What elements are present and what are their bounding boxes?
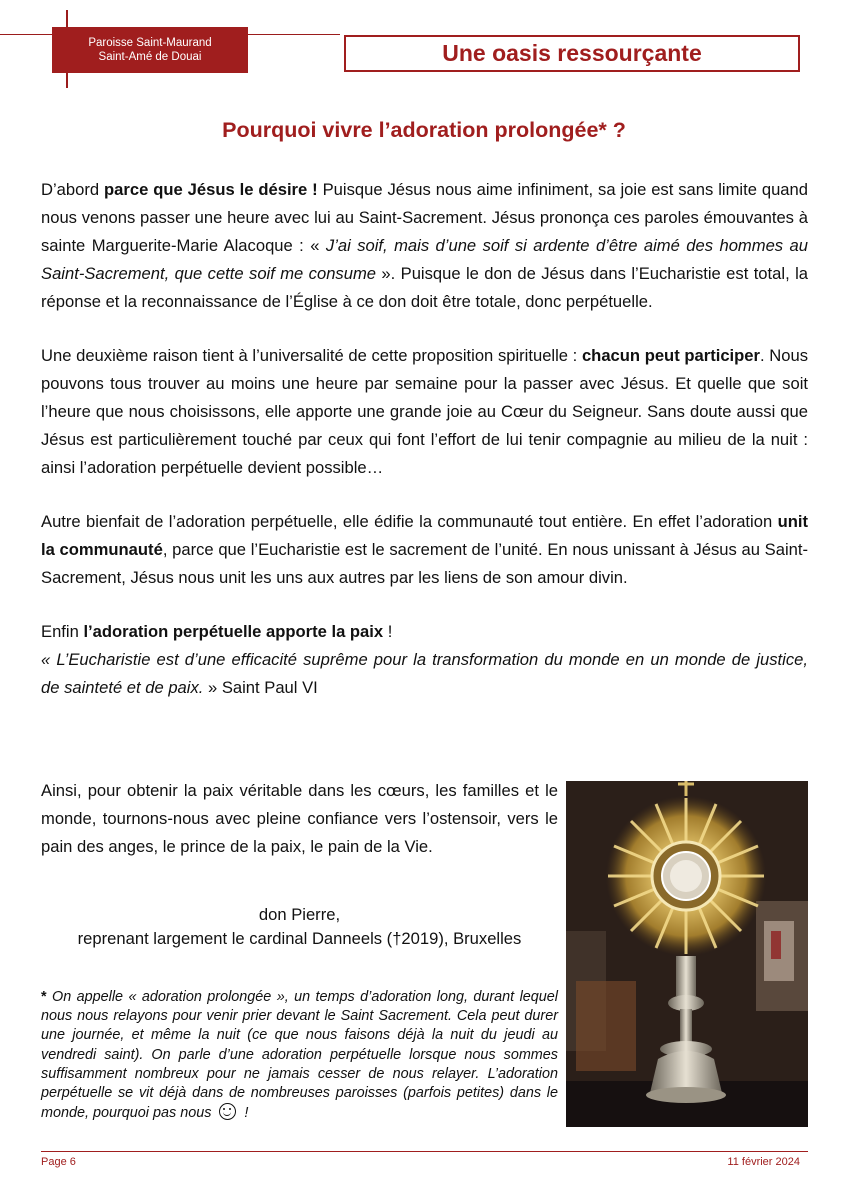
text-run: Une deuxième raison tient à l’universalité de cette proposition spirituelle : (41, 346, 582, 365)
footnote (41, 988, 558, 1123)
quote-paul-vi (41, 646, 808, 702)
parish-subname: Saint-Amé de Douai (98, 51, 202, 63)
signature (41, 903, 558, 951)
text-run: . Nous pouvons tous trouver au moins une heure par semaine pour la passer avec Jésus. Et quelle que soit l’heure que nous choisissons, elle apporte une grande joie au Cœur du Seigneur. Sans doute aussi que Jésus est particulièrement touché par ceux qui font l’effort de lui tenir compagnie au milieu de la nuit : ainsi l’adoration perpétuelle devient possible… (41, 346, 808, 477)
text-run: ». Puisque le don de Jésus dans l’Eucharistie est total, la réponse et la reconnaissance de l’Église à ce don doit être totale, donc perpétuelle. (41, 264, 808, 311)
quote-text: « L’Eucharistie est d’une efficacité suprême pour la transformation du monde en un monde de justice, de sainteté et de paix. (41, 650, 808, 697)
monstrance-illustration (566, 781, 808, 1127)
emphasis: l’adoration perpétuelle apporte la paix (83, 622, 384, 641)
paragraph-2 (41, 342, 808, 482)
paragraph-3 (41, 508, 808, 592)
parish-label (52, 27, 248, 73)
text-run: Autre bienfait de l’adoration perpétuelle, elle édifie la communauté tout entière. En effet l’adoration (41, 512, 778, 531)
footnote-text: On appelle « adoration prolongée », un temps d’adoration long, durant lequel nous nous relayons pour venir prier devant le Saint Sacrement. Cela peut durer une journée, et même la nuit (ce que nous faisons déjà la nuit du jeudi au vendredi saint). On parle d’une adoration perpétuelle lorsque nous sommes suffisamment nombreux pour ne jamais cesser de nous relayer. L’adoration perpétuelle se vit déjà dans de nombreuses paroisses (parfois petites) dans le monde, pourquoi pas nous (41, 989, 558, 1122)
text-run: ! (383, 622, 393, 641)
section-title: Une oasis ressourçante (344, 35, 800, 72)
winking-smiley-icon (219, 1103, 236, 1120)
text-run: Puisque Jésus nous aime infiniment, sa joie est sans limite quand nous venons passer une heure avec lui au Saint-Sacrement. Jésus prononça ces paroles émouvantes à sainte Marguerite-Marie Alacoque : « (41, 180, 808, 255)
article-body (41, 176, 808, 702)
monstrance-photo (566, 781, 808, 1127)
footnote-marker: * (41, 989, 47, 1005)
footnote-end: ! (240, 1105, 249, 1122)
emphasis: unit la communauté (41, 512, 808, 559)
text-run: , parce que l’Eucharistie est le sacrement de l’unité. En nous unissant à Jésus au Saint-Sacrement, Jésus nous unit les uns aux autres par les liens de son amour divin. (41, 540, 809, 587)
quote-inline: J’ai soif, mais d’une soif si ardente d’être aimé des hommes au Saint-Sacrement, que cette soif me consume (41, 236, 808, 283)
footer-rule (41, 1151, 808, 1152)
signature-source: reprenant largement le cardinal Danneels (†2019), Bruxelles (77, 929, 522, 948)
emphasis: parce que Jésus le désire ! (104, 180, 318, 199)
quote-attribution: » Saint Paul VI (203, 678, 318, 697)
paragraph-1 (41, 176, 808, 316)
page-number: Page 6 (41, 1156, 76, 1168)
paragraph-4 (41, 618, 808, 646)
parish-name: Paroisse Saint-Maurand (88, 37, 212, 49)
issue-date: 11 février 2024 (727, 1156, 800, 1168)
text-run: D’abord (41, 180, 105, 199)
paragraph-5: Ainsi, pour obtenir la paix véritable dans les cœurs, les familles et le monde, tournons-nous avec pleine confiance vers l’ostensoir, vers le pain des anges, le prince de la paix, le pain de la Vie. (41, 781, 558, 856)
article-title: Pourquoi vivre l’adoration prolongée* ? (222, 118, 626, 142)
emphasis: chacun peut participer (581, 346, 760, 365)
signature-name: don Pierre, (258, 905, 341, 924)
text-run: Enfin (41, 622, 84, 641)
